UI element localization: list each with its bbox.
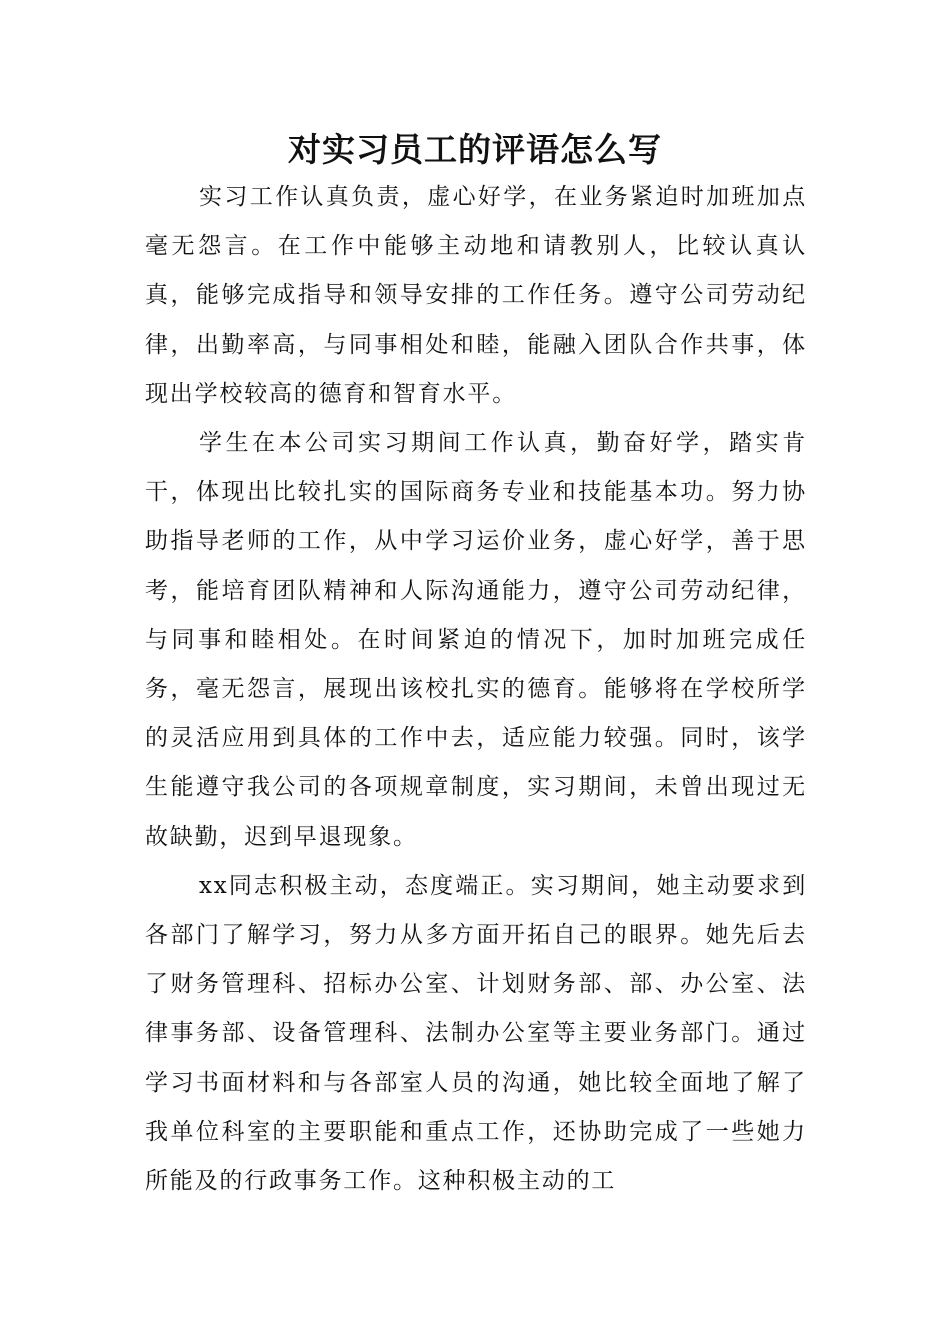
paragraph-2: 学生在本公司实习期间工作认真，勤奋好学，踏实肯干，体现出比较扎实的国际商务专业和技能基本功。努力协助指导老师的工作，从中学习运价业务，虚心好学，善于思考，能培育团队精神和人际沟通能力，遵守公司劳动纪律，与同事和睦相处。在时间紧迫的情况下，加时加班完成任务，毫无怨言，展现出该校扎实的德育。能够将在学校所学的灵活应用到具体的工作中去，适应能力较强。同时，该学生能遵守我公司的各项规章制度，实习期间，未曾出现过无故缺勤，迟到早退现象。: [145, 430, 807, 850]
document-body: [145, 173, 807, 1206]
document-title: 对实习员工的评语怎么写: [288, 130, 662, 169]
paragraph-3: xx同志积极主动，态度端正。实习期间，她主动要求到各部门了解学习，努力从多方面开拓自己的眼界。她先后去了财务管理科、招标办公室、计划财务部、部、办公室、法律事务部、设备管理科、法制办公室等主要业务部门。通过学习书面材料和与各部室人员的沟通，她比较全面地了解了我单位科室的主要职能和重点工作，还协助完成了一些她力所能及的行政事务工作。这种积极主动的工: [145, 872, 807, 1195]
paragraph-1: 实习工作认真负责，虚心好学，在业务紧迫时加班加点毫无怨言。在工作中能够主动地和请教别人，比较认真认真，能够完成指导和领导安排的工作任务。遵守公司劳动纪律，出勤率高，与同事相处和睦，能融入团队合作共事，体现出学校较高的德育和智育水平。: [145, 184, 807, 407]
